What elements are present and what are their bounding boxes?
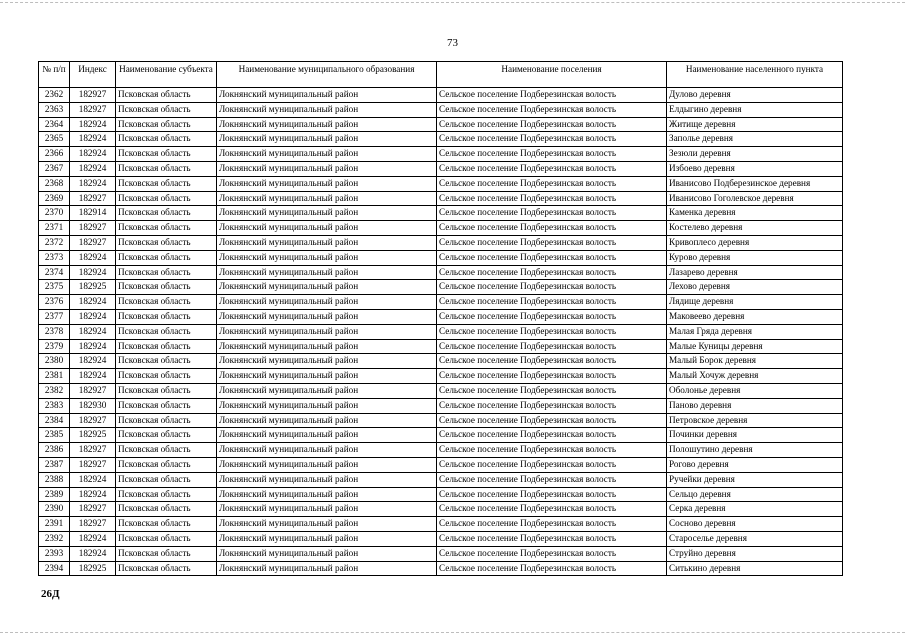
cell-number: 2379 (39, 339, 70, 354)
cell-locality: Заполье деревня (667, 132, 843, 147)
cell-locality: Дулово деревня (667, 88, 843, 103)
cell-settlement: Сельское поселение Подберезинская волость (437, 487, 667, 502)
cell-number: 2376 (39, 295, 70, 310)
cell-index: 182924 (70, 132, 116, 147)
cell-subject: Псковская область (116, 413, 217, 428)
table-row (39, 428, 843, 443)
table-row (39, 132, 843, 147)
header-settlement: Наименование поселения (437, 62, 667, 88)
table-row (39, 206, 843, 221)
table-row (39, 117, 843, 132)
cell-municipality: Локнянский муниципальный район (217, 383, 437, 398)
cell-subject: Псковская область (116, 102, 217, 117)
table-row (39, 102, 843, 117)
cell-index: 182927 (70, 413, 116, 428)
cell-number: 2386 (39, 443, 70, 458)
cell-number: 2369 (39, 191, 70, 206)
cell-index: 182924 (70, 161, 116, 176)
table-row (39, 339, 843, 354)
cell-settlement: Сельское поселение Подберезинская волость (437, 309, 667, 324)
cell-subject: Псковская область (116, 191, 217, 206)
cell-index: 182924 (70, 354, 116, 369)
cell-subject: Псковская область (116, 132, 217, 147)
table-body (39, 88, 843, 576)
table-row (39, 280, 843, 295)
table-row (39, 309, 843, 324)
cell-locality: Паново деревня (667, 398, 843, 413)
cell-settlement: Сельское поселение Подберезинская волость (437, 88, 667, 103)
table-row (39, 324, 843, 339)
table-row (39, 369, 843, 384)
cell-municipality: Локнянский муниципальный район (217, 546, 437, 561)
cell-subject: Псковская область (116, 280, 217, 295)
cell-subject: Псковская область (116, 339, 217, 354)
cell-number: 2366 (39, 147, 70, 162)
table-row (39, 191, 843, 206)
cell-locality: Маковеево деревня (667, 309, 843, 324)
cell-index: 182927 (70, 88, 116, 103)
table-row (39, 265, 843, 280)
cell-settlement: Сельское поселение Подберезинская волость (437, 295, 667, 310)
cell-subject: Псковская область (116, 147, 217, 162)
cell-number: 2382 (39, 383, 70, 398)
cell-index: 182924 (70, 487, 116, 502)
cell-locality: Избоево деревня (667, 161, 843, 176)
cell-index: 182924 (70, 309, 116, 324)
cell-index: 182927 (70, 457, 116, 472)
cell-municipality: Локнянский муниципальный район (217, 428, 437, 443)
header-subject: Наименование субъекта (116, 62, 217, 88)
cell-locality: Сельцо деревня (667, 487, 843, 502)
cell-municipality: Локнянский муниципальный район (217, 487, 437, 502)
cell-subject: Псковская область (116, 561, 217, 576)
cell-number: 2364 (39, 117, 70, 132)
cell-municipality: Локнянский муниципальный район (217, 369, 437, 384)
cell-locality: Костелево деревня (667, 221, 843, 236)
cell-locality: Лехово деревня (667, 280, 843, 295)
cell-subject: Псковская область (116, 546, 217, 561)
cell-locality: Починки деревня (667, 428, 843, 443)
cell-number: 2380 (39, 354, 70, 369)
cell-municipality: Локнянский муниципальный район (217, 502, 437, 517)
table-row (39, 398, 843, 413)
cell-index: 182927 (70, 221, 116, 236)
cell-number: 2384 (39, 413, 70, 428)
cell-municipality: Локнянский муниципальный район (217, 472, 437, 487)
cell-index: 182924 (70, 369, 116, 384)
cell-locality: Лядище деревня (667, 295, 843, 310)
cell-municipality: Локнянский муниципальный район (217, 517, 437, 532)
cell-settlement: Сельское поселение Подберезинская волость (437, 472, 667, 487)
cell-municipality: Локнянский муниципальный район (217, 235, 437, 250)
table-row (39, 176, 843, 191)
cell-number: 2387 (39, 457, 70, 472)
table-row (39, 88, 843, 103)
cell-locality: Иванисово Подберезинское деревня (667, 176, 843, 191)
cell-municipality: Локнянский муниципальный район (217, 531, 437, 546)
header-municipality: Наименование муниципального образования (217, 62, 437, 88)
cell-locality: Полошутино деревня (667, 443, 843, 458)
table-row (39, 354, 843, 369)
cell-subject: Псковская область (116, 517, 217, 532)
cell-index: 182924 (70, 176, 116, 191)
cell-municipality: Локнянский муниципальный район (217, 132, 437, 147)
cell-settlement: Сельское поселение Подберезинская волость (437, 502, 667, 517)
cell-locality: Кривоплесо деревня (667, 235, 843, 250)
cell-settlement: Сельское поселение Подберезинская волость (437, 280, 667, 295)
page-number: 73 (447, 37, 458, 49)
cell-municipality: Локнянский муниципальный район (217, 250, 437, 265)
table-header (39, 62, 843, 88)
cell-subject: Псковская область (116, 265, 217, 280)
cell-municipality: Локнянский муниципальный район (217, 339, 437, 354)
cell-number: 2388 (39, 472, 70, 487)
cell-number: 2377 (39, 309, 70, 324)
cell-municipality: Локнянский муниципальный район (217, 309, 437, 324)
cell-settlement: Сельское поселение Подберезинская волость (437, 457, 667, 472)
cell-subject: Псковская область (116, 117, 217, 132)
table-row (39, 502, 843, 517)
table-row (39, 250, 843, 265)
cell-index: 182927 (70, 383, 116, 398)
cell-locality: Зезюли деревня (667, 147, 843, 162)
cell-settlement: Сельское поселение Подберезинская волость (437, 147, 667, 162)
cell-number: 2363 (39, 102, 70, 117)
table-row (39, 443, 843, 458)
cell-municipality: Локнянский муниципальный район (217, 443, 437, 458)
table-row (39, 531, 843, 546)
cell-index: 182925 (70, 428, 116, 443)
cell-locality: Житище деревня (667, 117, 843, 132)
cell-settlement: Сельское поселение Подберезинская волость (437, 191, 667, 206)
cell-municipality: Локнянский муниципальный район (217, 413, 437, 428)
cell-subject: Псковская область (116, 235, 217, 250)
table-row (39, 561, 843, 576)
cell-locality: Иванисово Гоголевское деревня (667, 191, 843, 206)
cell-locality: Малый Борок деревня (667, 354, 843, 369)
cell-locality: Малый Хочуж деревня (667, 369, 843, 384)
cell-locality: Ситькино деревня (667, 561, 843, 576)
cell-subject: Псковская область (116, 383, 217, 398)
cell-subject: Псковская область (116, 354, 217, 369)
cell-subject: Псковская область (116, 295, 217, 310)
table-row (39, 383, 843, 398)
header-locality: Наименование населенного пункта (667, 62, 843, 88)
table-row (39, 487, 843, 502)
cell-settlement: Сельское поселение Подберезинская волость (437, 383, 667, 398)
cell-index: 182924 (70, 250, 116, 265)
cell-settlement: Сельское поселение Подберезинская волость (437, 531, 667, 546)
cell-settlement: Сельское поселение Подберезинская волость (437, 517, 667, 532)
cell-settlement: Сельское поселение Подберезинская волость (437, 235, 667, 250)
table-row (39, 147, 843, 162)
cell-settlement: Сельское поселение Подберезинская волость (437, 221, 667, 236)
cell-subject: Псковская область (116, 250, 217, 265)
cell-number: 2391 (39, 517, 70, 532)
cell-settlement: Сельское поселение Подберезинская волость (437, 176, 667, 191)
cell-locality: Ручейки деревня (667, 472, 843, 487)
cell-subject: Псковская область (116, 487, 217, 502)
table-row (39, 546, 843, 561)
cell-subject: Псковская область (116, 309, 217, 324)
cell-locality: Курово деревня (667, 250, 843, 265)
cell-municipality: Локнянский муниципальный район (217, 176, 437, 191)
cell-number: 2373 (39, 250, 70, 265)
cell-number: 2392 (39, 531, 70, 546)
cell-subject: Псковская область (116, 457, 217, 472)
cell-settlement: Сельское поселение Подберезинская волость (437, 354, 667, 369)
scan-edge-top (0, 2, 905, 3)
cell-settlement: Сельское поселение Подберезинская волость (437, 117, 667, 132)
cell-locality: Малые Куницы деревня (667, 339, 843, 354)
cell-locality: Елдыгино деревня (667, 102, 843, 117)
cell-subject: Псковская область (116, 472, 217, 487)
cell-number: 2378 (39, 324, 70, 339)
cell-subject: Псковская область (116, 324, 217, 339)
table-row (39, 221, 843, 236)
cell-settlement: Сельское поселение Подберезинская волость (437, 561, 667, 576)
scan-edge-bottom (0, 632, 905, 633)
cell-subject: Псковская область (116, 161, 217, 176)
cell-number: 2375 (39, 280, 70, 295)
cell-settlement: Сельское поселение Подберезинская волость (437, 206, 667, 221)
table-row (39, 161, 843, 176)
cell-settlement: Сельское поселение Подберезинская волость (437, 428, 667, 443)
cell-subject: Псковская область (116, 531, 217, 546)
cell-locality: Малая Гряда деревня (667, 324, 843, 339)
header-row (39, 62, 843, 88)
cell-number: 2362 (39, 88, 70, 103)
settlements-table (38, 61, 843, 576)
footer-code: 26Д (41, 588, 60, 600)
cell-subject: Псковская область (116, 443, 217, 458)
cell-municipality: Локнянский муниципальный район (217, 457, 437, 472)
cell-settlement: Сельское поселение Подберезинская волость (437, 250, 667, 265)
cell-municipality: Локнянский муниципальный район (217, 117, 437, 132)
cell-locality: Рогово деревня (667, 457, 843, 472)
cell-municipality: Локнянский муниципальный район (217, 354, 437, 369)
cell-index: 182914 (70, 206, 116, 221)
cell-index: 182925 (70, 561, 116, 576)
cell-index: 182924 (70, 324, 116, 339)
cell-number: 2370 (39, 206, 70, 221)
cell-locality: Сосново деревня (667, 517, 843, 532)
table-row (39, 235, 843, 250)
table-row (39, 517, 843, 532)
cell-number: 2383 (39, 398, 70, 413)
cell-index: 182924 (70, 147, 116, 162)
cell-municipality: Локнянский муниципальный район (217, 265, 437, 280)
cell-subject: Псковская область (116, 398, 217, 413)
cell-index: 182924 (70, 546, 116, 561)
cell-municipality: Локнянский муниципальный район (217, 280, 437, 295)
cell-number: 2365 (39, 132, 70, 147)
cell-number: 2389 (39, 487, 70, 502)
cell-number: 2394 (39, 561, 70, 576)
cell-settlement: Сельское поселение Подберезинская волость (437, 443, 667, 458)
header-number: № п/п (39, 62, 70, 88)
cell-settlement: Сельское поселение Подберезинская волость (437, 339, 667, 354)
cell-subject: Псковская область (116, 369, 217, 384)
header-index: Индекс (70, 62, 116, 88)
cell-municipality: Локнянский муниципальный район (217, 191, 437, 206)
cell-municipality: Локнянский муниципальный район (217, 88, 437, 103)
cell-index: 182924 (70, 295, 116, 310)
cell-index: 182925 (70, 280, 116, 295)
cell-number: 2374 (39, 265, 70, 280)
cell-locality: Оболонье деревня (667, 383, 843, 398)
cell-municipality: Локнянский муниципальный район (217, 398, 437, 413)
cell-index: 182927 (70, 102, 116, 117)
cell-municipality: Локнянский муниципальный район (217, 561, 437, 576)
cell-subject: Псковская область (116, 88, 217, 103)
cell-settlement: Сельское поселение Подберезинская волость (437, 413, 667, 428)
cell-locality: Струйно деревня (667, 546, 843, 561)
table-row (39, 295, 843, 310)
cell-locality: Староселье деревня (667, 531, 843, 546)
cell-index: 182930 (70, 398, 116, 413)
cell-municipality: Локнянский муниципальный район (217, 102, 437, 117)
cell-index: 182924 (70, 265, 116, 280)
cell-index: 182924 (70, 531, 116, 546)
cell-locality: Лазарево деревня (667, 265, 843, 280)
cell-settlement: Сельское поселение Подберезинская волость (437, 398, 667, 413)
cell-settlement: Сельское поселение Подберезинская волость (437, 546, 667, 561)
table-row (39, 413, 843, 428)
table-row (39, 472, 843, 487)
cell-settlement: Сельское поселение Подберезинская волость (437, 161, 667, 176)
cell-index: 182927 (70, 443, 116, 458)
cell-number: 2368 (39, 176, 70, 191)
cell-index: 182924 (70, 472, 116, 487)
cell-number: 2390 (39, 502, 70, 517)
cell-subject: Псковская область (116, 176, 217, 191)
table-row (39, 457, 843, 472)
cell-municipality: Локнянский муниципальный район (217, 295, 437, 310)
cell-number: 2393 (39, 546, 70, 561)
cell-locality: Каменка деревня (667, 206, 843, 221)
cell-index: 182927 (70, 502, 116, 517)
cell-index: 182924 (70, 117, 116, 132)
cell-municipality: Локнянский муниципальный район (217, 206, 437, 221)
cell-settlement: Сельское поселение Подберезинская волость (437, 132, 667, 147)
cell-subject: Псковская область (116, 206, 217, 221)
cell-locality: Петровское деревня (667, 413, 843, 428)
cell-subject: Псковская область (116, 428, 217, 443)
cell-settlement: Сельское поселение Подберезинская волость (437, 265, 667, 280)
cell-number: 2371 (39, 221, 70, 236)
cell-number: 2372 (39, 235, 70, 250)
cell-index: 182927 (70, 235, 116, 250)
cell-municipality: Локнянский муниципальный район (217, 161, 437, 176)
cell-index: 182924 (70, 339, 116, 354)
cell-index: 182927 (70, 191, 116, 206)
cell-index: 182927 (70, 517, 116, 532)
cell-settlement: Сельское поселение Подберезинская волость (437, 102, 667, 117)
cell-number: 2381 (39, 369, 70, 384)
cell-number: 2385 (39, 428, 70, 443)
cell-subject: Псковская область (116, 502, 217, 517)
cell-subject: Псковская область (116, 221, 217, 236)
cell-number: 2367 (39, 161, 70, 176)
cell-settlement: Сельское поселение Подберезинская волость (437, 369, 667, 384)
cell-settlement: Сельское поселение Подберезинская волость (437, 324, 667, 339)
cell-municipality: Локнянский муниципальный район (217, 221, 437, 236)
cell-municipality: Локнянский муниципальный район (217, 324, 437, 339)
cell-municipality: Локнянский муниципальный район (217, 147, 437, 162)
cell-locality: Серка деревня (667, 502, 843, 517)
